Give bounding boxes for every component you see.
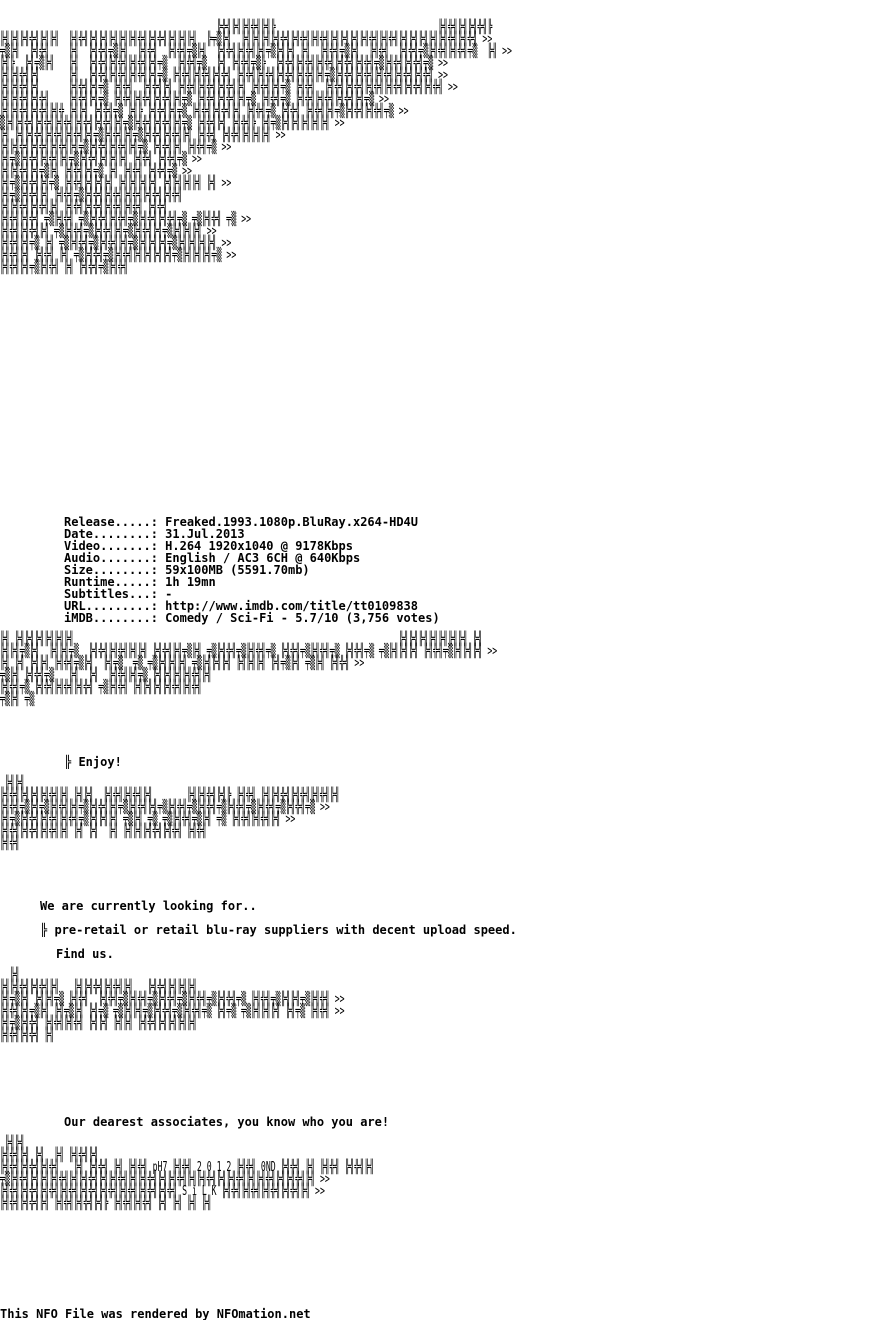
looking-for-text: We are currently looking for..: [40, 899, 257, 913]
video-line: Video.......: H.264 1920x1040 @ 9178Kbps: [64, 539, 353, 553]
size-line: Size........: 59x100MB (5591.70mb): [64, 563, 310, 577]
looking-ascii-banner: ╠╣╠╣ ╠╣╬╣╠╣╠╣╠╣╬╣╠╣ ╠╣╠╣ ╠╣╬╣╠╣╬╣╠╣ ╠╣╠╣╬╣╠╣╠ ╠╣╬╣ ╠╣╠╣╬╣╠╣╬╣╠╣╬╣╠╣ ╠╣╬╣╤▒╠╣╤▒╠╣╬╣╠╣╤▒╠╣╬╣╠╣╤▒╠╣╬╣╠╣╤▒╠╣╬╣╤▒╠╣╬╣╤▒╠╣╬╣╤▒╠╣╬╣╤▒╠╣╬╣╤▒ >> ╠╣╤▒╠╣╬╣╠╣╬╣╠╣╬╣╤▒╠╣╠╣╠╣ ╤▒╠╣ ╤▒ ╤▒╠╣╬╣╤▒╠╣ ╤▒ ╠╣╬╣╠╣╬╣╠╣ >> ╠╣╬╣╠╣╬╣╠╣╬╣╠╣ ╠╣ ╠╣ ╠╣ ╠╣╠╣╠╣╬╣╠╣╬╣ ╠╣╬╣ ╠╣╬╣: [0, 776, 340, 851]
top-ascii-banner: ╠╬╣╠╣╠╣╬╣╠╣╠ ╠╣╬╣╠╣╠╣╬╣╠ ╠╣╠╣╠╣╬╣╠╣╠╣ ╠╣╬╣╠╣╠╣╠╣╠╣╠╣╬╣╠╣╬╣╠╣╠╣╠╣ ╠╤▒╠╣ ╠╣╠╣╠╣╠╣╬╣╠╣╬╣╠╣╬╣╠╣╠╣╠╣╠╣╬╣╠╣╬╣╠╣╠╣╠╣╠╣╠╣╬╣╠╣╬╣ >> ╤▒╠╣ ╠╣╬╣ ╠╣ ╠╣╬╣╤▒╠╣ ╠╣╬╣ ╠╣╬╣╤▒╠╣ ╠╣╬╣╠╣╬╣╠╣╤▒╠╣╠╣ ╠╣ ╠╣╬╣╤▒╠╣ ╠╣╬╣ ╠╣╬╣╤▒╠╣╬╣╠╣╬╣╤▒ ╠╣ >> ╠╣╠ ╠╣╤▒╠╣ ╠╣ ╠╣╬╣╠╣╬╣╠╣╬╣╠╣╤▒ ╠╣╬╣╤▒ ╠╣ ╠╣╬╣╤▒╠ ╠╣╬╣╠╣╬╣╠╣╬╣╠╣╬╣╠╣╬╣╤▒╠╣╬╣╠╣╬╣╤▒ >> ╠╣╠╣╬╣╠╣ ╠╣ ╠╣╬╣╠╣╬╣╠╣╬╣╠╣╤▒ ╠╣╬╣╠╣╬╣╠╣╬╣ ╠╣╬╣╠╣╬╣╠╣╬╣╠╣╬╣╠╣╤▒╠╣╬╣╠╣╬╣╠╣╬╣╠╣╬╣╠╣╬╣ >> ╠╣╠╣╬╣╠╣ ╠╣╬╣╠╣╤▒ ╠╣╬╣ ╠╣╬╣╠╣ ╠╣╬╣╠╣╬╣╠╣╬╣╠╣ ╠╣╬╣╠╣╤▒ ╠╣╬╣ ╠╣╬╣╠╣╬╣╠╣╬╣╠╣╬╣╠╣╬╣╠╣╬╣ >> ╠╣╠╣╬╣╠╣╬╣ ╠╣╬╣╠╣╤▒ ╠╣╬╣╠╣╬╣╠╣╬╣╠╣╤▒ ╠╣╬╣╠╣╬╣╠╣╤▒ ╠╣╬╣╤▒ ╠╣╬╣╠╣╬╣╠╣╬╣╠╣╤▒ >> ╠╣╠╣╬╣╠╣╬╣╠╣╬ ╠╣╠╣ ╠╣╬╣╤▒ ╠╣╠ ╠╣╬╣╠╣╤▒ ╠╣╬╣╠╣╬╣╠╣ ╠╣╬╣╤▒ ╠╣╬╣ ╠╣╬╣╠╣╤▒╠╣╬╣╠╣╬╣╤▒ >> ▒╠╣╠╣╬╣╠╣╬╣╠╣╬╣╠╣╬╣╠╣╬╣╠╣╤▒╠╣╬╣╠╣╬╣╠╣╤▒ ╠╣╬╣╠╣ ╠╣╬╣╠ ╠╣╤▒╠╣╠╣╠╣╠╣╠╣ >> ╠╣ ╠╣╠╣╬╣╠╣╬╣╠╣╬╣╠╣╤▒╠╣╬╣╠╣╤▒╠╣╬╣╠╣╬╣╠╣ ╠╣╬╣ ╠╣╬╣╠╣╠╣╠╣ >> ╠╣╠╣╬╣╠╣╬╣╠╣╬╣╠╣╤▒╠╣╬╣╠╣╬╣╠╣╤▒ ╠╣╬╣╠╣ ╠╣╬╣╤▒ >> ╠╣╤▒╠╣╬╣╠╣╬╣╠╣╤▒╠╣╬╣╠╣╠╣╠╣ ╠╣╬╣ ╠╣╬╣╤▒ >> ╠╣╠╣╬╣╠╣╤▒╠╣ ╠╣╬╣╠╣╤▒ ╠╣ ╠╣╬╣ ╠╣╬╣╤▒ >> ╠╣╤▒╠╣╬╣╠╣╤▒ ╠╣╬╣╠╣╠╣╠╣ ╠╣╠╣╠╣╠╣ ╠╣╠╣╠╣╠╣ ╠╣ >> ╠╣╤▒╠╣╬╣╠╣ ╠╣╬╣╤▒╠╣╬╣╠╣╬╣╠╣╬╣╠╣╬╣╠╣╬╣ ╠╣╠╣╬╣╠╣╬╣╠╣ ╠╣╬╣╠╣╬╣╠╣╬╣╠╣╬╣ ╠╣╬╣ ╠╣╬╣╠╣╬╣ ╤▒╠╣╬╣ ╤▒╠╣╬╣╠╣╬╣╤▒╠╣╬╣╠╣╬╣╤▒ ╤▒╠╣╬╣ ╤▒ >> ╠╣╬╣╠╣╬╣╠╣ ╤▒╠╣╬╣╤▒╠╣╬╣╠╣╤▒╠╣╬╣╠╣╤▒╠╣╠╣╠╣ >> ╠╣╬╣╠╣╤▒ ╠╣ ╤▒╠╣╬╣╤▒╠╣╬╣╠╣╤▒╠╣╠╣╠╣╤▒╠╣╠╣╠╣╠╣ >> ╠╣╬╣╠╣ ╠╣╬╣ ╠╣ ╤▒╠╣╬╣╤▒╠╣╬╣╠╣╠╣╠╣╠╣╤▒╠╣╠╣╠╣╤▒ >> ╠╣╬╣╠╣╤▒╠╣╬╣ ╠╣ ╠╣╬╣╤▒╠╣╬╣: [0, 20, 512, 275]
suppliers-text: ╠ pre-retail or retail blu-ray suppliers with decent upload speed.: [40, 923, 517, 937]
find-us-text: Find us.: [56, 947, 114, 961]
imdb-line: iMDB........: Comedy / Sci-Fi - 5.7/10 (3,756 votes): [64, 611, 440, 625]
release-line: Release.....: Freaked.1993.1080p.BluRay.x264-HD4U: [64, 515, 419, 529]
audio-line: Audio.......: English / AC3 6CH @ 640Kbps: [64, 551, 361, 565]
release-info-block: [64, 516, 440, 624]
associates-text: Our dearest associates, you know who you are!: [64, 1115, 390, 1129]
enjoy-text: ╠ Enjoy!: [64, 755, 122, 769]
url-line: URL.........: http://www.imdb.com/title/tt0109838: [64, 599, 419, 613]
find-ascii-banner: ╠╣ ╠╣╠╣╬╣╠╣╬╣╠╣ ╠╣╠╣╬╣╠╣╬╣╠╣ ╠╣╬╣╠╣╠╣╠╣ ╠╣╤▒╠╣ ╠╣╠╣╤▒ ╠╣╬╣ ╠╣╬╣╤▒╠╣╬╣╤▒╠╣╬╣╤▒╠╣╬╣╤▒╠╣╬╣╤▒ ╠╣╬╣╤▒╠╣╠╣╤▒╠╣╬╣ >> ╠╣╬╣╠╣╤▒╠╣ ╠╣╤▒╠╣ ╠╣╤▒ ╤▒╠╣╠╣╤▒╠╣╬╣╤▒╠╣╬╣╤▒ ╠╣╤▒ ╤▒╠╣╠╣╠╣ ╠╣╤▒ ╠╣╬╣ >> ╠╣╤▒╠╣╬╣ ╠╣╬╣╠╣╬╣ ╠╣╠╣ ╠╣╠╣ ╠╣╬╣╠╣╠╣╠╣╠╣ ╠╣╬╣╠╣╬╣ ╠╣: [0, 968, 345, 1043]
subtitles-line: Subtitles...: -: [64, 587, 173, 601]
group-ascii-banner: ╠╣╠╣ ╠╣╬╣╠╣ ╠╣ ╠╣ ╠╣╬╣╠╣ ╠╣╬╣╠╣╬╣╠╣╬╣ ╠╣ ╠╣╬╣ ╠╣ ╠╣╬╣ pH7 ╠╣╬╣ 2 0 1 2 ╠╣╬╣ 0ND ╠╣╬╣ ╠╣ ╠╣╬╣ ╠╣╬╣╠╣ ╤▒╠╣╬╣╠╣╠╣╠╣╬╣╠╣╠╣╬╣╠╣╠╣╬╣╠╣╠╣╬╣╠╣╠╣╬╣╠╣╠╣╬╣╠╣╠╣╬╣╠╣╠╣╬╣╠╣╠╣╬╣╠╣ >> ╠╣╬╣╠╣╬╣╠╣╬╣╠╣╬╣╠╣╬╣╠╣╬╣╠╣╬╣╠╣╬╣╠╣╬╣ S i L K ╠╣╬╣╠╣╬╣╠╣╬╣╠╣╬╣╠╣ >> ╠╣╬╣╠╣╬╣╠╣ ╠╣╬╣╠╣╬╣╠╣╠ ╠╣╬╣╠╣╬╣ ╠╣ ╠╣ ╠╣ ╠╣: [0, 1136, 375, 1211]
middle-ascii-banner: ╠╣ ╠╣╠╣╠╣╠╣╠╣╠╣ ╠╣╠╣╠╣╠╣╠╣╠╣╠╣ ╠╣ ╠╣╠╣╤▒╠╣ ╠╣╠╣╤▒ ╠╣╬╣╠╣╬╣╠╣╠╣ ╠╣╬╣╠╣╤▒╠╣ ╤▒╠╣╬╣╤▒╠╣╬╣╤▒ ╠╣╬╣╤▒╠╣╬╣╤▒ ╠╣╬╣╤▒ ╤▒╠╣╠╣╠╣ ╠╣╬╣╤▒╠╣╠╣╠╣ >> ╠╣ ╠╣ ╠╣╠╣ ╠╣╬╣╤▒╠╣ ╠╣╤▒ ╤▒ ╤▒╠╣╠╣╠╣ ╤▒╠╣╠╣╠╣ ╠╣╠╣╠╣ ╠╣╤▒╠╣ ╤▒╠╣ ╠╣╬╣ >> ╤▒╠╣ ╠╣╬╣╤▒ ╠╣ ╠╣ ╠╣╬╣╠╣╤▒ ╠╣╠╣╠╣╠╣╬╣╠╣ ╠╣╬╣╤▒ ╠╣╬╣╠╣╬╣╠╣╬╣ ╤▒╠╣╬╣ ╠╣╠╣╠╣╠╣╬╣╠╣╬╣ ╤▒╠╣ ╤▒: [0, 632, 498, 707]
date-line: Date........: 31.Jul.2013: [64, 527, 245, 541]
footer-credit: This NFO File was rendered by NFOmation.net: [0, 1307, 311, 1320]
runtime-line: Runtime.....: 1h 19mn: [64, 575, 216, 589]
